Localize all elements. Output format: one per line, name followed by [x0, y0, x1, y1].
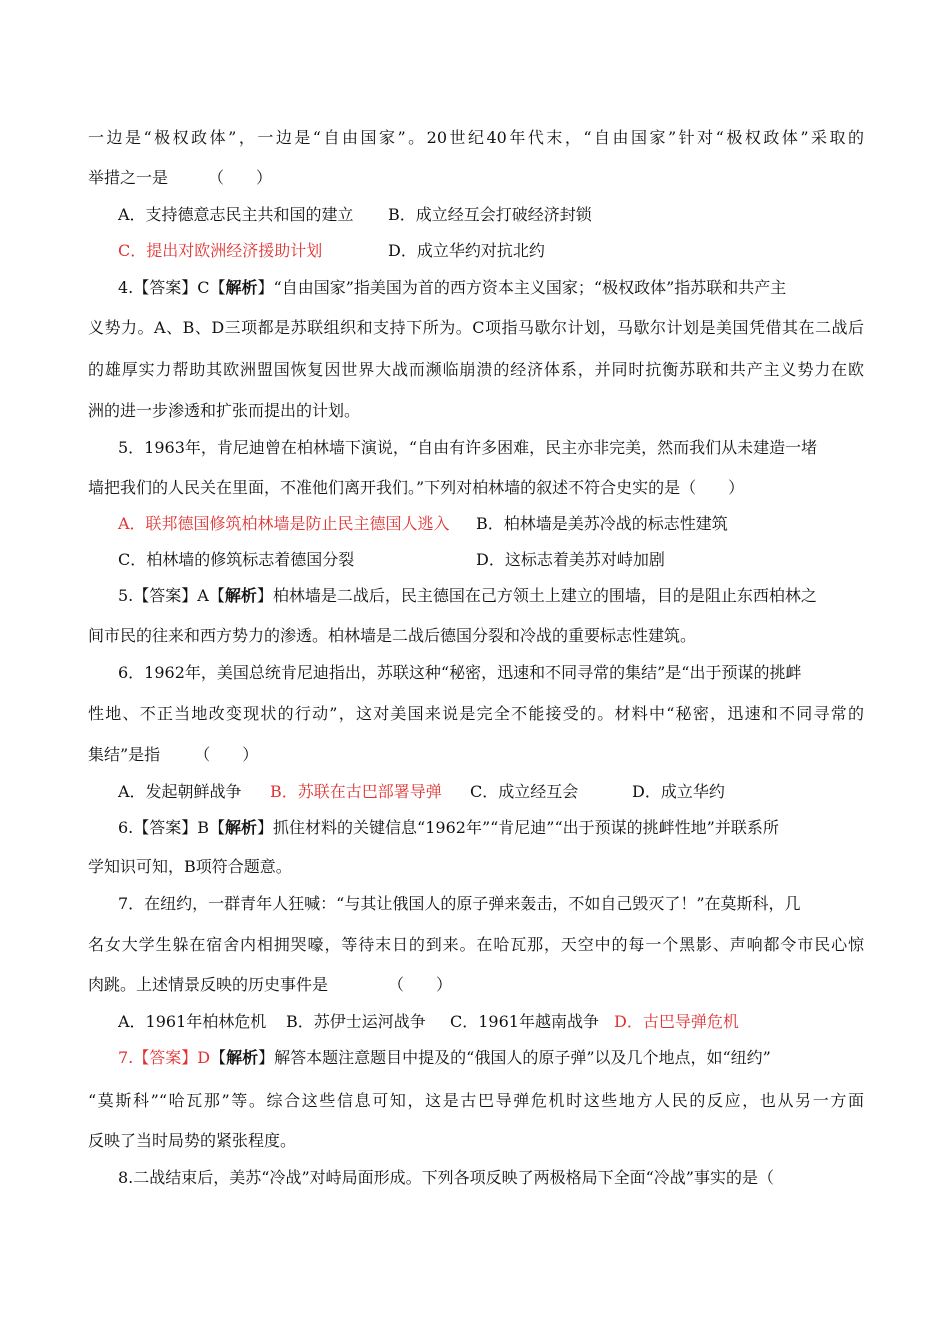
- q5-line2: 墙把我们的人民关在里面，不准他们离开我们。”下列对柏林墙的叙述不符合史实的是（ ）: [88, 478, 745, 497]
- q6-options-row: [118, 782, 725, 802]
- q6-option-b-correct: B．苏联在古巴部署导弹: [270, 782, 442, 801]
- a7-jiexi-label: 解析: [226, 1048, 259, 1067]
- q3-stem-text: 举措之一是: [88, 168, 169, 187]
- a6-prefix: 6.【答案】B【: [118, 818, 226, 837]
- q3-stem-line1: 一边是“极权政体”，一边是“自由国家”。20世纪40年代末，“自由国家”针对“极权政体”采取的: [88, 128, 864, 147]
- q7-line1: 7．在纽约，一群青年人狂喊：“与其让俄国人的原子弹来轰击，不如自己毁灭了！”在莫斯科，几: [118, 894, 801, 913]
- a5-line2: 间市民的往来和西方势力的渗透。柏林墙是二战后德国分裂和冷战的重要标志性建筑。: [88, 626, 697, 645]
- q7-line3: [88, 975, 452, 995]
- a7-line2: “莫斯科”“哈瓦那”等。综合这些信息可知，这是古巴导弹危机时这些地方人民的反应，也从另一方面: [88, 1091, 864, 1110]
- a6-line2: 学知识可知，B项符合题意。: [88, 857, 292, 876]
- a5-jiexi-label: 解析: [224, 586, 257, 605]
- a6-line1: [118, 818, 864, 838]
- q5-option-c: C．柏林墙的修筑标志着德国分裂: [118, 550, 355, 569]
- a4-line1-text: 】“自由国家”指美国为首的西方资本主义国家；“极权政体”指苏联和共产主: [257, 278, 787, 297]
- a7-prefix: 7.【答案】: [118, 1048, 198, 1067]
- a7-answer-letter: D: [197, 1048, 211, 1067]
- a4-line3: 的雄厚实力帮助其欧洲盟国恢复因世界大战而濒临崩溃的经济体系，并同时抗衡苏联和共产主义势力在欧: [88, 360, 864, 379]
- q6-option-c: C．成立经互会: [470, 782, 579, 801]
- q6-stem-text: 集结”是指: [88, 745, 161, 764]
- a4-line1: [118, 278, 864, 298]
- a6-jiexi-label: 解析: [225, 818, 258, 837]
- a5-line1-text: 】柏林墙是二战后，民主德国在己方领土上建立的围墙，目的是阻止东西柏林之: [256, 586, 817, 605]
- a4-line2: 义势力。A、B、D三项都是苏联组织和支持下所为。C项指马歇尔计划，马歇尔计划是美国凭借其在二战后: [88, 318, 864, 337]
- q6-answer-paren: （ ）: [194, 745, 259, 764]
- q3-option-a: A．支持德意志民主共和国的建立: [118, 205, 354, 224]
- q3-stem-line2: [88, 168, 272, 188]
- a7-line1-text: 】解答本题注意题目中提及的“俄国人的原子弹”以及几个地点，如“纽约”: [258, 1048, 771, 1067]
- a4-line4: 洲的进一步渗透和扩张而提出的计划。: [88, 401, 361, 420]
- q3-option-b: B．成立经互会打破经济封锁: [388, 205, 592, 224]
- q5-options-row1: [118, 514, 728, 534]
- q8-line1: 8.二战结束后，美苏“冷战”对峙局面形成。下列各项反映了两极格局下全面“冷战”事实的是（: [118, 1168, 774, 1187]
- a6-line1-text: 】抓住材料的关键信息“1962年”“肯尼迪”“出于预谋的挑衅性地”并联系所: [257, 818, 779, 837]
- a4-jiexi-label: 解析: [225, 278, 258, 297]
- q3-answer-paren: （ ）: [208, 168, 273, 187]
- q7-options-row: [118, 1012, 739, 1032]
- q6-line1: 6．1962年，美国总统肯尼迪指出，苏联这种“秘密，迅速和不同寻常的集结”是“出于预谋的挑衅: [118, 663, 802, 682]
- q5-options-row2: [118, 550, 665, 570]
- q7-option-d-correct: D．古巴导弹危机: [614, 1012, 739, 1031]
- q3-options-row2: [118, 241, 545, 261]
- q3-option-d: D．成立华约对抗北约: [388, 241, 545, 260]
- q5-option-b: B．柏林墙是美苏冷战的标志性建筑: [476, 514, 728, 533]
- q5-line1: 5．1963年，肯尼迪曾在柏林墙下演说，“自由有许多困难，民主亦非完美，然而我们从未建造一堵: [118, 438, 818, 457]
- q7-answer-paren: （ ）: [388, 975, 453, 994]
- q6-option-a: A．发起朝鲜战争: [118, 782, 242, 801]
- q5-option-a-correct: A．联邦德国修筑柏林墙是防止民主德国人逃入: [118, 514, 450, 533]
- q7-option-a: A．1961年柏林危机: [118, 1012, 267, 1031]
- q7-line2: 名女大学生躲在宿舍内相拥哭嚎，等待末日的到来。在哈瓦那，天空中的每一个黑影、声响都令市民心惊: [88, 935, 864, 954]
- q7-option-b: B．苏伊士运河战争: [286, 1012, 426, 1031]
- q3-options-row1: [118, 205, 592, 225]
- a4-prefix: 4.【答案】C【: [118, 278, 226, 297]
- q7-option-c: C．1961年越南战争: [450, 1012, 599, 1031]
- a5-line1: [118, 586, 864, 606]
- a7-line1: [118, 1048, 864, 1068]
- q6-line3: [88, 745, 258, 765]
- q6-line2: 性地、不正当地改变现状的行动”，这对美国来说是完全不能接受的。材料中“秘密，迅速和不同寻常的: [88, 704, 864, 723]
- q3-option-c-correct: C．提出对欧洲经济援助计划: [118, 241, 323, 260]
- q6-option-d: D．成立华约: [632, 782, 725, 801]
- q5-option-d: D．这标志着美苏对峙加剧: [476, 550, 665, 569]
- a7-bracket: 【: [210, 1048, 227, 1067]
- a5-prefix: 5.【答案】A【: [118, 586, 225, 605]
- a7-line3: 反映了当时局势的紧张程度。: [88, 1131, 297, 1150]
- q7-stem-text: 肉跳。上述情景反映的历史事件是: [88, 975, 329, 994]
